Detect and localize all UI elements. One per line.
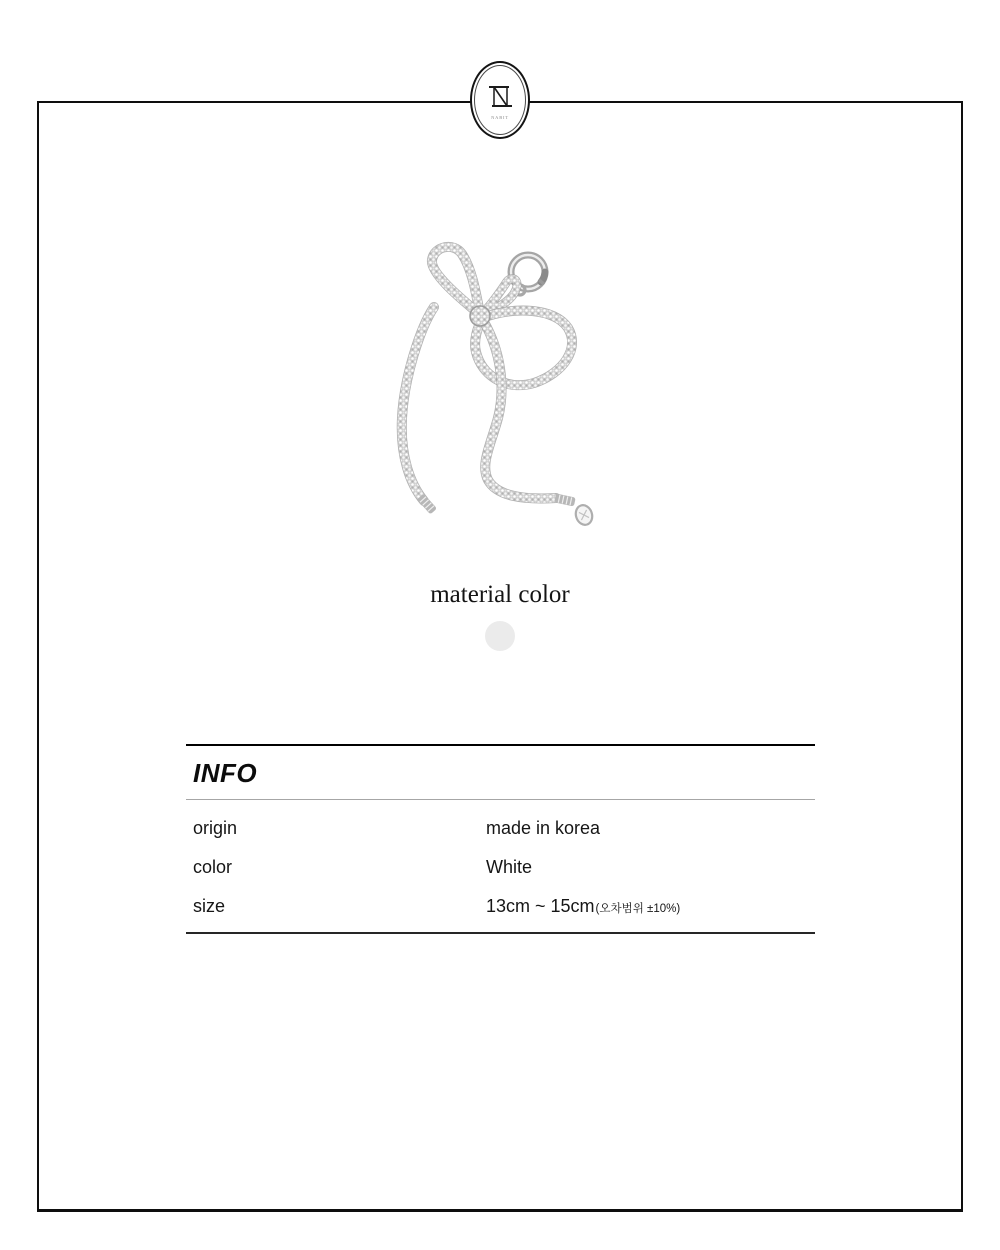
info-value: 13cm ~ 15cm bbox=[486, 896, 595, 916]
info-label: color bbox=[193, 857, 233, 877]
charm-icon bbox=[573, 503, 594, 527]
product-image-crystal-bow-keyring bbox=[360, 228, 640, 528]
bow-knot bbox=[470, 306, 490, 326]
info-table bbox=[186, 800, 815, 934]
info-note: (오차범위 ±10%) bbox=[595, 903, 681, 915]
bow-rope bbox=[402, 247, 572, 501]
material-color-swatch-white bbox=[485, 621, 515, 651]
info-label: size bbox=[193, 896, 226, 916]
brand-badge-inner bbox=[474, 65, 526, 135]
info-row-origin bbox=[193, 809, 815, 848]
info-section bbox=[186, 744, 815, 934]
info-row-color bbox=[193, 848, 815, 887]
info-value: made in korea bbox=[486, 818, 601, 838]
info-value: White bbox=[486, 857, 533, 877]
brand-badge-subtext: NABIT bbox=[491, 115, 509, 120]
info-label: origin bbox=[193, 818, 238, 838]
brand-monogram-n-icon bbox=[485, 80, 515, 112]
info-heading: INFO bbox=[186, 744, 815, 800]
brand-badge bbox=[470, 61, 530, 139]
material-color-heading: material color bbox=[430, 581, 570, 608]
info-row-size bbox=[193, 887, 815, 926]
